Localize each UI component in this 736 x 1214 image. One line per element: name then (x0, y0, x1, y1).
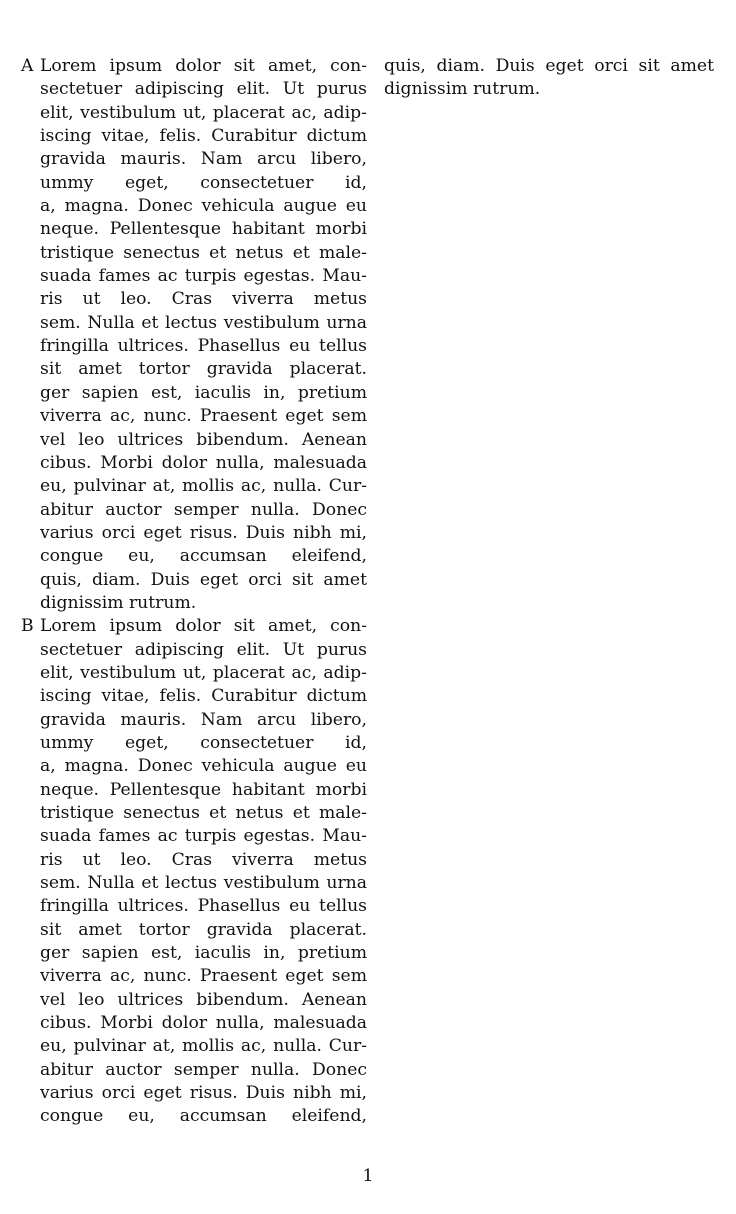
text-line (21, 919, 367, 942)
text-line (21, 382, 367, 405)
line-text: iscing vitae, felis. Curabitur dictum (40, 686, 367, 707)
text-line (21, 592, 367, 615)
line-text: vel leo ultrices bibendum. Aenean (40, 429, 367, 450)
text-line (21, 172, 367, 195)
page-number: 1 (362, 1166, 374, 1186)
text-line (21, 895, 367, 918)
text-line (21, 709, 367, 732)
line-text: neque. Pellentesque habitant morbi (40, 219, 367, 240)
line-text: ummy eget, consectetuer id, (40, 732, 367, 753)
text-line (21, 989, 367, 1012)
text-line (21, 335, 367, 358)
text-line (384, 55, 714, 78)
line-text: quis, diam. Duis eget orci sit amet (384, 56, 714, 76)
text-line (21, 569, 367, 592)
line-text: fringilla ultrices. Phasellus eu tellus (40, 896, 367, 917)
item-label: A (21, 56, 34, 76)
line-text: Lorem ipsum dolor sit amet, con- (40, 56, 367, 76)
text-line (21, 942, 367, 965)
line-text: quis, diam. Duis eget orci sit amet (40, 569, 367, 590)
list-item (21, 55, 367, 615)
line-text: a, magna. Donec vehicula augue eu (40, 196, 367, 217)
text-line (21, 662, 367, 685)
text-line (21, 802, 367, 825)
text-line (21, 732, 367, 755)
text-line (21, 1082, 367, 1105)
text-line (21, 452, 367, 475)
text-line (21, 288, 367, 311)
text-line (21, 265, 367, 288)
line-text: Lorem ipsum dolor sit amet, con- (40, 616, 367, 637)
text-line (21, 125, 367, 148)
text-line (21, 475, 367, 498)
line-text: vel leo ultrices bibendum. Aenean (40, 989, 367, 1010)
line-text: iscing vitae, felis. Curabitur dictum (40, 126, 367, 147)
right-column (384, 55, 714, 102)
line-text: gravida mauris. Nam arcu libero, (40, 709, 367, 730)
text-line (21, 685, 367, 708)
line-text: sem. Nulla et lectus vestibulum urna (40, 312, 367, 333)
line-text: fringilla ultrices. Phasellus eu tellus (40, 336, 367, 357)
line-text: elit, vestibulum ut, placerat ac, adip- (40, 662, 367, 683)
line-text: ummy eget, consectetuer id, (40, 172, 367, 193)
line-text: dignissim rutrum. (40, 592, 197, 613)
text-line (384, 78, 714, 101)
text-line (21, 639, 367, 662)
text-line (21, 1105, 367, 1128)
text-line (21, 615, 367, 638)
line-text: sem. Nulla et lectus vestibulum urna (40, 873, 367, 894)
text-line (21, 1012, 367, 1035)
line-text: elit, vestibulum ut, placerat ac, adip- (40, 102, 367, 123)
line-text: eu, pulvinar at, mollis ac, nulla. Cur- (40, 476, 367, 497)
text-line (21, 429, 367, 452)
line-text: viverra ac, nunc. Praesent eget sem (40, 966, 367, 987)
list-item (21, 615, 367, 1129)
line-text: suada fames ac turpis egestas. Mau- (40, 266, 367, 287)
text-line (21, 78, 367, 101)
line-text: tristique senectus et netus et male- (40, 242, 367, 263)
line-text: gravida mauris. Nam arcu libero, (40, 149, 367, 170)
item-label: B (21, 616, 34, 637)
text-line (21, 218, 367, 241)
line-text: ris ut leo. Cras viverra metus (40, 849, 367, 870)
text-line (21, 779, 367, 802)
line-text: cibus. Morbi dolor nulla, malesuada (40, 1013, 367, 1034)
text-line (21, 965, 367, 988)
text-line (21, 148, 367, 171)
line-text: ris ut leo. Cras viverra metus (40, 289, 367, 310)
line-text: ger sapien est, iaculis in, pretium (40, 943, 367, 964)
line-text: viverra ac, nunc. Praesent eget sem (40, 406, 367, 427)
text-line (21, 825, 367, 848)
line-text: abitur auctor semper nulla. Donec (40, 499, 367, 520)
text-line (21, 1059, 367, 1082)
text-line (21, 872, 367, 895)
line-text: ger sapien est, iaculis in, pretium (40, 382, 367, 403)
line-text: suada fames ac turpis egestas. Mau- (40, 826, 367, 847)
line-text: congue eu, accumsan eleifend, (40, 546, 367, 567)
line-text: cibus. Morbi dolor nulla, malesuada (40, 452, 367, 473)
line-text: varius orci eget risus. Duis nibh mi, (40, 522, 367, 543)
line-text: dignissim rutrum. (384, 79, 541, 100)
line-text: sectetuer adipiscing elit. Ut purus (40, 79, 367, 100)
line-text: abitur auctor semper nulla. Donec (40, 1059, 367, 1080)
line-text: varius orci eget risus. Duis nibh mi, (40, 1083, 367, 1104)
line-text: a, magna. Donec vehicula augue eu (40, 756, 367, 777)
text-line (21, 499, 367, 522)
text-line (21, 405, 367, 428)
line-text: congue eu, accumsan eleifend, (40, 1106, 367, 1127)
line-text: neque. Pellentesque habitant morbi (40, 779, 367, 800)
text-line (21, 242, 367, 265)
line-text: eu, pulvinar at, mollis ac, nulla. Cur- (40, 1036, 367, 1057)
line-text: sectetuer adipiscing elit. Ut purus (40, 639, 367, 660)
text-line (21, 1035, 367, 1058)
text-line (21, 545, 367, 568)
text-line (21, 849, 367, 872)
text-line (21, 358, 367, 381)
text-line (21, 522, 367, 545)
text-line (21, 195, 367, 218)
line-text: tristique senectus et netus et male- (40, 803, 367, 823)
text-line (21, 55, 367, 78)
line-text: sit amet tortor gravida placerat. (40, 919, 367, 940)
text-line (21, 755, 367, 778)
text-line (21, 312, 367, 335)
line-text: sit amet tortor gravida placerat. (40, 359, 367, 380)
text-line (21, 102, 367, 125)
left-column (21, 55, 367, 1129)
